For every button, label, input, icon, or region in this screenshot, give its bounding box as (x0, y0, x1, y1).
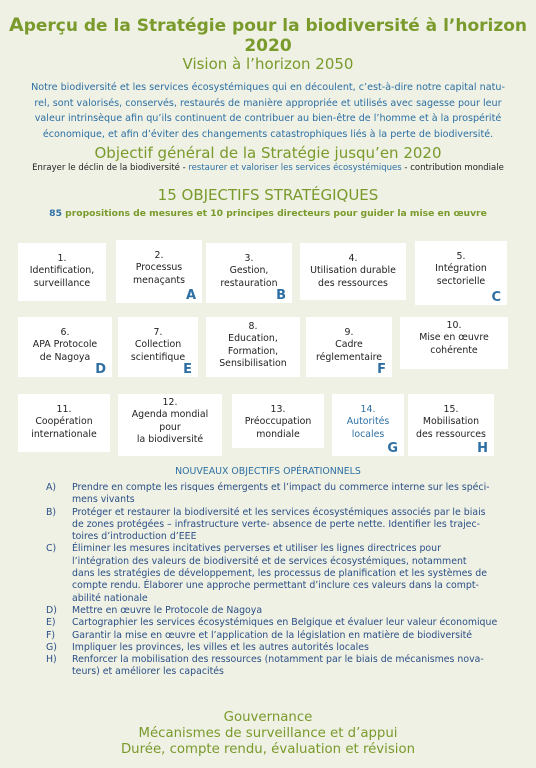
list-item (46, 654, 516, 679)
objective-box-7 (118, 317, 198, 377)
objective-box-9 (306, 317, 392, 377)
vision-line: économique, et afin d’éviter des changements catastrophiques liés à la perte de biodiversité. (42, 128, 494, 140)
item-line: dans les stratégies de développement, les processus de planification et les systèmes de (72, 568, 488, 580)
item-marker: A) (46, 482, 57, 493)
objective-label-line: menaçants (133, 274, 185, 286)
objective-label-line: Mise en œuvre (419, 332, 489, 344)
vision-text (14, 80, 522, 142)
objective-box-12 (118, 394, 222, 456)
objective-label-line: Education, (228, 333, 278, 345)
objective-box-5 (415, 241, 507, 305)
title-first-letter: A (8, 14, 24, 36)
item-marker: B) (46, 506, 57, 518)
objective-label-line: restauration (220, 277, 278, 289)
page-title (0, 14, 536, 56)
operational-letter: C (491, 289, 501, 305)
operational-letter: D (95, 361, 106, 377)
objective-label-line: cohérente (430, 344, 478, 356)
objective-label-line: internationale (31, 428, 97, 440)
item-marker: E) (46, 617, 56, 629)
list-item (46, 482, 516, 507)
item-line: de zones protégées – infrastructure verte- absence de perte nette. Identifier les trajec- (72, 518, 480, 530)
item-line: Éliminer les mesures incitatives perverses et utiliser les lignes directrices pour (72, 543, 441, 555)
operational-letter: B (276, 287, 286, 303)
item-line: teurs) et améliorer les capacités (72, 666, 224, 678)
item-line: Protéger et restaurer la biodiversité et les services écosystémiques associés par le biais (72, 506, 486, 518)
objective-number: 9. (344, 327, 354, 338)
list-item (46, 617, 516, 629)
item-line: compte rendu. Élaborer une approche permettant d’inclure ces valeurs dans la compt- (72, 580, 479, 592)
operational-letter: F (377, 361, 386, 377)
objective-label-line: réglementaire (315, 351, 383, 363)
item-line: abilité nationale (72, 592, 148, 604)
vision-line: rel, sont valorisés, conservés, restaurés de manière appropriée et utilisés avec sagesse pour leur (34, 97, 502, 109)
governance-line: Mécanismes de surveillance et d’appui (138, 726, 398, 741)
objective-label-line: de Nagoya (39, 351, 91, 363)
proposals-line (0, 208, 536, 219)
governance-title: Gouvernance (223, 710, 313, 725)
objective-label-line: Agenda mondial (131, 409, 209, 421)
list-item (46, 507, 516, 544)
objective-box-4 (300, 243, 406, 300)
operational-letter: A (185, 287, 196, 303)
vision-line: Notre biodiversité et les services écosystémiques qui en découlent, c’est-à-dire notre capital natu- (31, 82, 505, 93)
objective-box-8 (206, 317, 300, 377)
item-marker: G) (46, 641, 57, 653)
list-item (46, 630, 516, 642)
item-line: Prendre en compte les risques émergents et l’impact du commerce interne sur les spéci- (72, 482, 490, 493)
vision-line: valeur intrinsèque afin qu’ils continuent de contribuer au bien-être de l’homme et à la prospérité (34, 113, 502, 125)
objective-label-line: locales (351, 428, 385, 440)
objective-separator: - (179, 163, 189, 173)
objective-box-2 (116, 240, 202, 303)
objective-number: 12. (162, 397, 178, 408)
objective-label-line: scientifique (130, 351, 186, 363)
objective-number: 14. (360, 404, 376, 415)
objective-label-line: Identification, (29, 265, 95, 277)
objective-number: 6. (60, 327, 70, 338)
objective-line (0, 163, 536, 173)
objective-number: 10. (446, 320, 462, 331)
objective-box-10 (400, 317, 508, 369)
objective-label-line: la biodiversité (136, 434, 204, 446)
item-line: Mettre en œuvre le Protocole de Nagoya (72, 604, 263, 616)
operational-letter: G (387, 440, 398, 456)
objective-label-line: Sensibilisation (219, 358, 287, 370)
operational-letter: E (183, 361, 192, 377)
objective-number: 2. (154, 250, 164, 261)
item-line: l’intégration des valeurs de biodiversité et de services écosystémiques, notamment (72, 555, 467, 567)
item-marker: H) (46, 654, 57, 666)
objective-box-3 (206, 243, 292, 303)
list-item (46, 605, 516, 617)
objective-box-13 (232, 394, 324, 448)
objective-box-14 (332, 394, 404, 456)
item-line: Impliquer les provinces, les villes et les autres autorités locales (72, 641, 369, 653)
objective-number: 7. (153, 327, 163, 338)
objective-label-line: Collection (134, 339, 182, 351)
proposals-count: 85 (49, 208, 62, 219)
objective-part-3: contribution mondiale (410, 163, 504, 173)
objective-box-15 (408, 394, 494, 456)
objective-label-line: pour (159, 421, 181, 433)
operational-list (46, 482, 516, 679)
objective-label-line: sectorielle (436, 275, 486, 287)
item-line: Garantir la mise en œuvre et l’application de la législation en matière de biodiversité (72, 629, 473, 641)
proposals-text: propositions de mesures et 10 principes directeurs pour guider la mise en œuvre (61, 208, 487, 219)
list-item (46, 642, 516, 654)
objective-number: 13. (270, 404, 286, 415)
item-line: Cartographier les services écosystémiques en Belgique et évaluer leur valeur économique (72, 617, 498, 629)
objective-number: 11. (56, 404, 72, 415)
objective-box-1 (18, 243, 106, 301)
objective-part-2: restaurer et valoriser les services écosystémiques (188, 163, 402, 173)
item-marker: C) (46, 543, 57, 555)
objective-number: 1. (57, 253, 67, 264)
objective-label-line: Autorités (346, 416, 390, 428)
governance-block (0, 710, 536, 758)
objective-box-11 (18, 394, 110, 452)
objective-label-line: Mobilisation (422, 416, 480, 428)
item-line: toires d’introduction d’EEE (72, 531, 197, 543)
objective-label-line: Coopération (35, 416, 93, 428)
vision-heading: Vision à l’horizon 2050 (182, 55, 354, 73)
objective-label-line: surveillance (33, 277, 91, 289)
objective-label-line: Intégration (435, 263, 487, 275)
operational-letter: H (477, 440, 488, 456)
item-marker: D) (46, 604, 57, 616)
objective-label-line: des ressources (416, 428, 486, 440)
objective-part-1: Enrayer le déclin de la biodiversité (32, 163, 180, 173)
objective-number: 3. (244, 253, 254, 264)
operational-heading: NOUVEAUX OBJECTIFS OPÉRATIONNELS (175, 466, 361, 477)
objective-label-line: Utilisation durable (310, 265, 396, 277)
list-item (46, 543, 516, 604)
governance-line: Durée, compte rendu, évaluation et révision (120, 742, 416, 757)
item-marker: F) (46, 629, 56, 641)
item-line: Renforcer la mobilisation des ressources (notamment par le biais de mécanismes nova- (72, 654, 484, 666)
objective-label-line: Cadre (335, 339, 363, 351)
objective-heading: Objectif général de la Stratégie jusqu’en 2020 (94, 144, 442, 162)
objective-label-line: Gestion, (229, 265, 269, 277)
objective-box-6 (18, 317, 112, 377)
objective-label-line: Formation, (227, 345, 279, 357)
objective-label-line: Processus (135, 262, 183, 274)
objective-number: 4. (348, 253, 358, 264)
objective-number: 5. (456, 251, 466, 262)
strategic-heading: 15 OBJECTIFS STRATÉGIQUES (157, 186, 379, 204)
item-line: mens vivants (72, 494, 135, 506)
objective-label-line: des ressources (318, 277, 388, 289)
objective-label-line: mondiale (256, 428, 300, 440)
objective-label-line: Préoccupation (244, 416, 312, 428)
objective-separator: - (401, 163, 411, 173)
title-rest: perçu de la Stratégie pour la biodiversité à l’horizon 2020 (23, 16, 528, 56)
objective-number: 8. (248, 321, 258, 332)
objective-label-line: APA Protocole (32, 339, 98, 351)
objective-number: 15. (443, 404, 459, 415)
